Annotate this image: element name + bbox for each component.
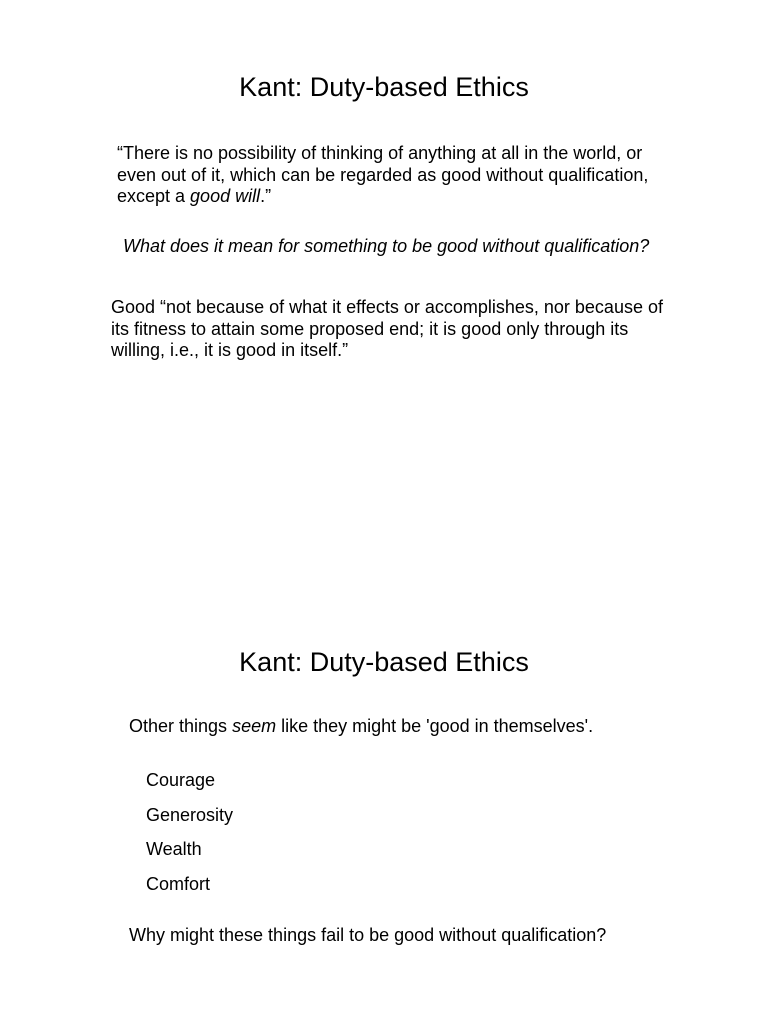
list-item: Generosity — [146, 804, 234, 825]
good-in-itself-line-2: its fitness to attain some proposed end; it is good only through its — [111, 318, 629, 339]
good-will-emphasis: good will — [190, 186, 261, 206]
kant-quote-line-3-after: .” — [260, 186, 272, 206]
slide-2-intro — [129, 716, 593, 738]
slide-2-intro-before: Other things — [129, 716, 233, 736]
seem-emphasis: seem — [232, 716, 277, 736]
kant-quote-line-2: even out of it, which can be regarded as good without qualification, — [117, 164, 649, 185]
slide-2-title: Kant: Duty-based Ethics — [239, 647, 529, 677]
kant-quote-line-3-before: except a — [117, 186, 191, 206]
good-in-itself-line-1: Good “not because of what it effects or accomplishes, nor because of — [111, 297, 663, 317]
slide-2-intro-after: like they might be 'good in themselves'. — [276, 716, 594, 736]
slide-1-title: Kant: Duty-based Ethics — [239, 72, 529, 102]
kant-quote-line-1: “There is no possibility of thinking of anything at all in the world, or — [117, 143, 643, 163]
good-in-itself-line-3: willing, i.e., it is good in itself.” — [111, 340, 349, 360]
virtue-list — [146, 769, 233, 908]
slide-2-question: Why might these things fail to be good without qualification? — [129, 925, 607, 945]
list-item: Courage — [146, 770, 216, 790]
kant-quote-line-3 — [117, 186, 648, 208]
list-item: Comfort — [146, 874, 211, 895]
good-in-itself-quote — [111, 297, 663, 362]
slide-2 — [0, 512, 768, 1024]
list-item: Wealth — [146, 839, 202, 860]
kant-quote — [117, 143, 648, 208]
slide-1-question: What does it mean for something to be good without qualification? — [123, 236, 650, 256]
